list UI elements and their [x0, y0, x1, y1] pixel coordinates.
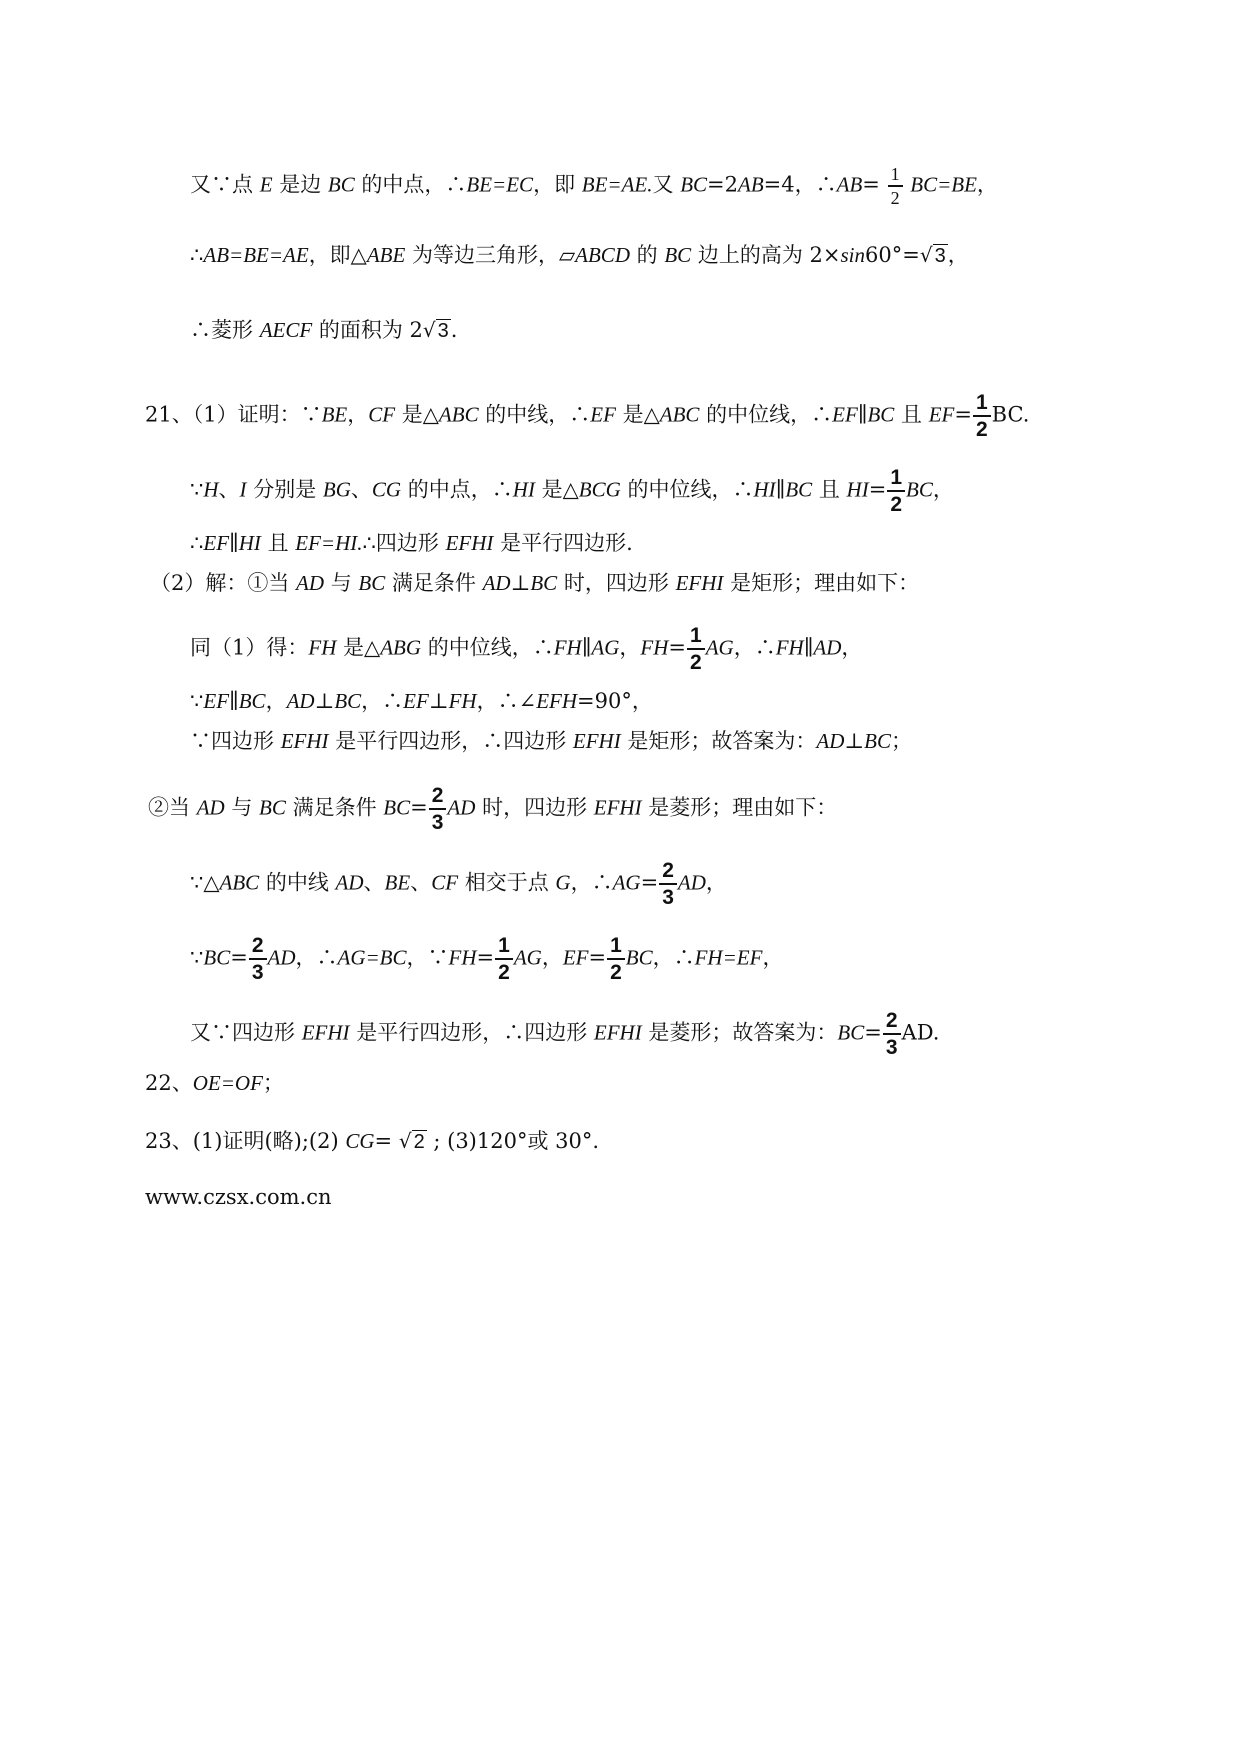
text-run: ， — [347, 402, 369, 427]
math-variable: BC — [238, 689, 266, 713]
text-run: 且 — [812, 477, 847, 502]
math-variable: AG — [513, 945, 542, 970]
fraction-denominator: 3 — [251, 961, 264, 984]
radicand: 3 — [934, 245, 946, 267]
math-variable: HI — [846, 477, 869, 502]
text-run: ，∴∠ — [476, 689, 537, 713]
text-run: 同（1）得： — [190, 635, 309, 660]
solution-line — [190, 467, 954, 515]
text-run: ， — [705, 870, 727, 895]
math-variable: BC — [625, 945, 653, 970]
text-run: ，∴ — [361, 689, 404, 713]
text-run: 时，四边形 — [475, 795, 594, 820]
text-run: 是矩形；故答案为： — [620, 729, 817, 753]
math-variable: HI — [512, 477, 535, 502]
problem-22-answer — [145, 1068, 284, 1098]
radical-sign-icon: √ — [919, 243, 933, 267]
text-run: 的中位线，∴ — [699, 402, 833, 427]
text-run: . — [450, 318, 458, 342]
math-variable: BC — [864, 729, 891, 753]
math-variable: AB — [836, 172, 863, 197]
text-run: 与 — [324, 571, 359, 595]
fraction-denominator: 2 — [890, 188, 900, 208]
text-run: （2）解：①当 — [150, 571, 297, 595]
fraction-denominator: 3 — [885, 1036, 898, 1059]
text-run: ②当 — [148, 795, 197, 820]
text-run: 的中点，∴ — [354, 172, 467, 197]
text-run: 的中线，∴ — [478, 402, 591, 427]
math-variable: EF — [203, 531, 230, 555]
math-variable: BC — [334, 689, 362, 713]
text-run: 是平行四边形，∴四边形 — [328, 729, 573, 753]
text-run: ⊥ — [428, 689, 449, 713]
math-variable: sin — [840, 243, 866, 267]
solution-line — [190, 686, 653, 716]
math-variable: AD — [196, 795, 225, 820]
text-run: 且 — [894, 402, 929, 427]
text-run: 与 — [224, 795, 260, 820]
text-run: 是菱形；理由如下： — [641, 795, 838, 820]
square-root — [423, 315, 451, 345]
math-variable: BC — [867, 402, 895, 427]
fraction — [973, 392, 991, 440]
solution-line — [190, 240, 969, 270]
text-run: ； — [890, 729, 912, 753]
fraction-numerator: 2 — [429, 785, 447, 810]
text-run: 且 — [260, 531, 296, 555]
math-variable: H — [203, 477, 219, 502]
text-run: 是矩形；理由如下： — [723, 571, 920, 595]
text-run: 的中点，∴ — [401, 477, 513, 502]
problem-21-part-2 — [150, 568, 919, 598]
math-variable: OE=OF — [192, 1071, 263, 1095]
text-run: 分别是 — [246, 477, 323, 502]
text-run: 边上的高为 2× — [691, 243, 841, 267]
text-run: 满足条件 — [285, 795, 384, 820]
math-variable: EF — [832, 402, 858, 427]
fraction — [888, 165, 903, 207]
text-run: =90°， — [577, 689, 653, 713]
math-variable: AD — [267, 945, 296, 970]
text-run: 的中位线，∴ — [421, 635, 554, 660]
text-run: 满足条件 — [385, 571, 483, 595]
fraction-numerator: 1 — [687, 625, 705, 650]
text-run: ∴ — [190, 531, 204, 555]
fraction — [883, 1010, 901, 1058]
text-run: 是菱形；故答案为： — [641, 1020, 838, 1045]
text-run: 为等边三角形，▱ — [405, 243, 576, 267]
fraction-denominator: 2 — [690, 651, 702, 674]
text-run: ， — [841, 635, 863, 660]
text-run: ，∴ — [733, 635, 776, 660]
text-run: 又∵点 — [190, 172, 260, 197]
solution-line — [190, 935, 783, 983]
text-run: 23、(1)证明(略);(2) — [145, 1129, 346, 1153]
fraction-denominator: 2 — [498, 961, 510, 984]
math-variable: EF — [562, 945, 589, 970]
math-variable: FH — [775, 635, 804, 660]
text-run: 21、（1）证明：∵ — [145, 402, 322, 427]
math-variable: ABC — [659, 402, 700, 427]
math-variable: AD — [677, 870, 706, 895]
math-variable: EFH — [536, 689, 578, 713]
fraction-denominator: 2 — [890, 493, 903, 516]
math-variable: CF — [368, 402, 396, 427]
solution-line — [190, 625, 862, 673]
math-variable: CG — [345, 1129, 375, 1153]
fraction — [659, 860, 677, 908]
text-run: 是边 — [272, 172, 328, 197]
text-run: ， — [541, 945, 563, 970]
text-run: 、 — [410, 870, 432, 895]
text-run: 是△ — [395, 402, 439, 427]
text-run: 的中位线，∴ — [620, 477, 754, 502]
text-run: = — [410, 795, 428, 820]
text-run: ∥ — [775, 477, 786, 502]
math-variable: BC — [785, 477, 813, 502]
solution-line — [148, 785, 837, 833]
math-variable: EFHI — [593, 1020, 642, 1045]
text-run: 又 — [652, 172, 681, 197]
solution-line — [190, 315, 457, 345]
text-run: = — [374, 1129, 399, 1153]
text-run: = — [476, 945, 495, 970]
text-run: 、 — [218, 477, 240, 502]
text-run: ， — [947, 243, 969, 267]
math-variable: AD — [482, 571, 511, 595]
text-run: ∵△ — [190, 870, 220, 895]
fraction-denominator: 3 — [431, 811, 444, 834]
text-run: 60°= — [865, 243, 920, 267]
math-variable: E — [259, 172, 273, 197]
math-variable: G — [555, 870, 571, 895]
fraction-numerator: 1 — [495, 935, 513, 960]
text-run: =2 — [707, 172, 738, 197]
solution-line — [190, 165, 998, 207]
text-run: 是平行四边形. — [493, 531, 633, 555]
fraction — [887, 467, 905, 515]
math-variable: BC — [530, 571, 558, 595]
text-run: 的 — [629, 243, 665, 267]
text-run: ∴菱形 — [190, 318, 260, 342]
math-variable: BCG — [578, 477, 621, 502]
text-run: = — [668, 635, 687, 660]
solution-line — [190, 860, 727, 908]
math-variable: BC — [664, 243, 692, 267]
text-run: AD. — [901, 1020, 940, 1045]
text-run: ∥ — [581, 635, 592, 660]
text-run: ∴四边形 — [362, 531, 446, 555]
fraction-numerator: 1 — [607, 935, 625, 960]
text-run: ，∴ — [295, 945, 338, 970]
solution-line — [190, 726, 912, 756]
text-run: ; (3)120°或 30°. — [426, 1129, 600, 1153]
square-root — [920, 240, 948, 270]
text-run: ∵ — [190, 477, 204, 502]
math-variable: EF — [590, 402, 616, 427]
text-run: 时，四边形 — [557, 571, 676, 595]
text-run: = — [864, 1020, 882, 1045]
text-run: ， — [619, 635, 641, 660]
square-root — [399, 1126, 427, 1156]
math-variable: FH — [448, 945, 477, 970]
math-variable: FH — [640, 635, 669, 660]
website-footer — [145, 1182, 332, 1212]
text-run: ，∴ — [570, 870, 613, 895]
math-variable: AD — [813, 635, 842, 660]
text-run: = — [588, 945, 607, 970]
math-variable: AG=BC — [337, 945, 407, 970]
math-variable: AD — [286, 689, 315, 713]
text-run: ； — [262, 1071, 284, 1095]
math-variable: I — [239, 477, 247, 502]
text-run: ∴ — [190, 243, 204, 267]
math-variable: FH — [553, 635, 582, 660]
text-run: 的中线 — [259, 870, 336, 895]
text-run: ， — [976, 172, 998, 197]
text-run: ， — [762, 945, 784, 970]
math-variable: CF — [431, 870, 459, 895]
math-variable: AG — [591, 635, 620, 660]
math-variable: CG — [371, 477, 402, 502]
fraction — [249, 935, 267, 983]
math-variable: AECF — [259, 318, 313, 342]
math-variable: AD — [816, 729, 845, 753]
text-run: = — [862, 172, 887, 197]
math-variable: BE=EC — [466, 172, 534, 197]
text-run: ∥ — [857, 402, 868, 427]
math-variable: BC — [680, 172, 708, 197]
math-variable: BG — [322, 477, 351, 502]
math-variable: AD — [296, 571, 325, 595]
text-run: 又∵四边形 — [190, 1020, 302, 1045]
problem-23-answer — [145, 1126, 599, 1156]
solution-line — [190, 1010, 939, 1058]
fraction — [495, 935, 513, 983]
math-variable: EFHI — [301, 1020, 350, 1045]
text-run: ∵ — [190, 945, 204, 970]
radical-sign-icon: √ — [422, 318, 436, 342]
fraction-numerator: 2 — [249, 935, 267, 960]
text-run: 、 — [363, 870, 385, 895]
text-run: = — [230, 945, 248, 970]
math-variable: EFHI — [280, 729, 329, 753]
math-variable: FH=EF — [694, 945, 763, 970]
fraction-numerator: 2 — [883, 1010, 901, 1035]
math-variable: ABCD — [575, 243, 630, 267]
fraction-denominator: 2 — [975, 418, 988, 441]
radical-sign-icon: √ — [398, 1129, 412, 1153]
math-variable: BE=AE. — [581, 172, 653, 197]
text-run: ∥ — [803, 635, 814, 660]
text-run: ，∴ — [652, 945, 695, 970]
math-variable: BC — [837, 1020, 865, 1045]
math-variable: ABE — [366, 243, 406, 267]
radicand: 3 — [437, 320, 449, 342]
fraction — [687, 625, 705, 673]
problem-21-part-1 — [145, 392, 1029, 440]
text-run: = — [640, 870, 659, 895]
math-variable: EFHI — [445, 531, 494, 555]
fraction-numerator: 1 — [888, 165, 903, 187]
text-run: 相交于点 — [458, 870, 556, 895]
math-variable: BC — [383, 795, 411, 820]
math-variable: EF — [928, 402, 955, 427]
fraction — [429, 785, 447, 833]
math-variable: BC — [906, 477, 933, 502]
text-run: 是△ — [615, 402, 660, 427]
math-variable: BC — [358, 571, 386, 595]
math-variable: EFHI — [675, 571, 724, 595]
math-variable: AG — [705, 635, 734, 660]
text-run: 是△ — [336, 635, 381, 660]
fraction-denominator: 2 — [610, 961, 622, 984]
math-variable: HI — [238, 531, 261, 555]
text-run: www.czsx.com.cn — [145, 1185, 332, 1209]
text-run: BC. — [991, 402, 1030, 427]
math-variable: ABG — [380, 635, 422, 660]
text-run: 、 — [350, 477, 372, 502]
math-variable: BC=BE — [910, 172, 977, 197]
math-variable: AB — [738, 172, 764, 197]
text-run: ， — [265, 689, 287, 713]
math-variable: BE — [321, 402, 348, 427]
text-run: =4，∴ — [763, 172, 837, 197]
math-variable: AD — [335, 870, 364, 895]
math-variable: FH — [308, 635, 337, 660]
solution-line — [190, 528, 633, 558]
text-run: 22、 — [145, 1071, 193, 1095]
fraction-denominator: 3 — [662, 886, 674, 909]
math-variable: HI — [753, 477, 776, 502]
math-variable: EF — [403, 689, 429, 713]
math-variable: AD — [447, 795, 476, 820]
text-run: ⊥ — [510, 571, 531, 595]
fraction-numerator: 2 — [659, 860, 677, 885]
text-run: 是平行四边形，∴四边形 — [349, 1020, 594, 1045]
math-variable: EF=HI. — [295, 531, 363, 555]
text-run: ∥ — [229, 689, 239, 713]
text-run: ∵四边形 — [190, 729, 281, 753]
text-run: ∥ — [229, 531, 239, 555]
math-variable: BE — [384, 870, 411, 895]
text-run: ∵ — [190, 689, 204, 713]
math-variable: FH — [448, 689, 477, 713]
math-variable: ABC — [219, 870, 260, 895]
text-run: = — [868, 477, 887, 502]
text-run: ，即 — [533, 172, 582, 197]
math-variable: BC — [203, 945, 231, 970]
text-run: 的面积为 2 — [312, 318, 423, 342]
math-variable: BC — [259, 795, 286, 820]
math-variable: BC — [327, 172, 355, 197]
math-variable: ABC — [438, 402, 479, 427]
math-variable: AB=BE=AE — [203, 243, 309, 267]
text-run: ， — [932, 477, 954, 502]
text-run: ⊥ — [314, 689, 335, 713]
fraction-numerator: 1 — [887, 467, 905, 492]
math-variable: EF — [203, 689, 230, 713]
text-run: ，∵ — [406, 945, 449, 970]
text-run: = — [954, 402, 972, 427]
text-run: ⊥ — [844, 729, 865, 753]
fraction-numerator: 1 — [973, 392, 991, 417]
math-variable: EFHI — [593, 795, 642, 820]
math-variable: EFHI — [572, 729, 621, 753]
fraction — [607, 935, 625, 983]
math-variable: AG — [612, 870, 641, 895]
text-run: 是△ — [534, 477, 579, 502]
radicand: 2 — [413, 1131, 425, 1153]
text-run: ，即△ — [308, 243, 367, 267]
